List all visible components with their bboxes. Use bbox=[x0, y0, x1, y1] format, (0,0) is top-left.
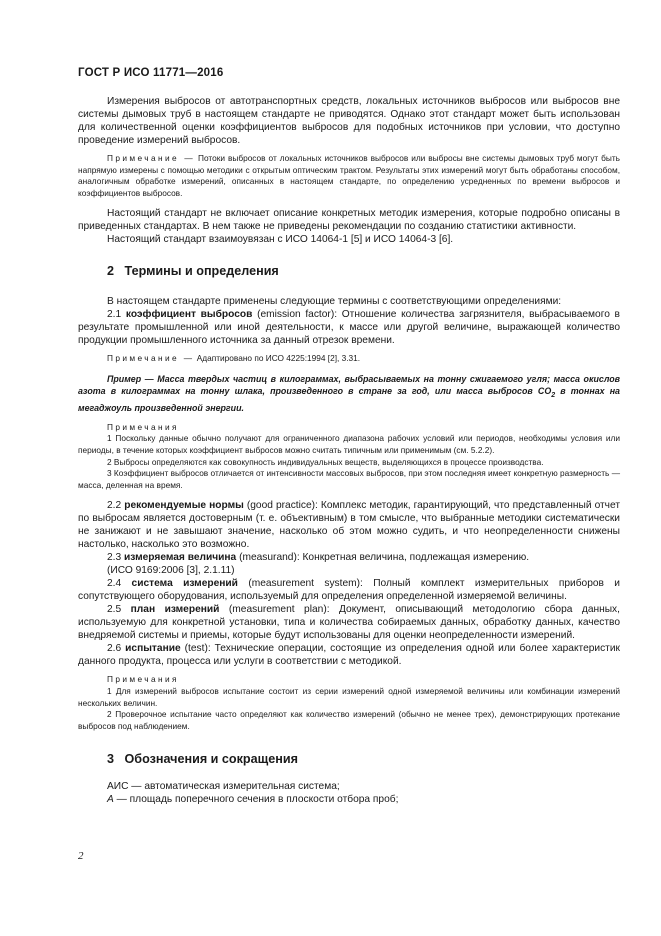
note: 1 Для измерений выбросов испытание состоит из серии измерений одной измеряемой величины или комбинации измерений нескольких величин. bbox=[78, 685, 620, 708]
notes-heading: Примечания bbox=[107, 421, 179, 432]
term-definition: 2.3 измеряемая величина (measurand): Конкретная величина, подлежащая измерению. bbox=[107, 552, 530, 564]
note: 1 Поскольку данные обычно получают для ограниченного диапазона рабочих условий или периодов, необходимы условия или периоды, в течение которых коэффициент выбросов можно считать типичным или применимым (см. 5.2.2). bbox=[78, 433, 620, 455]
term-definition: 2.4 система измерений (measurement system): Полный комплект измерительных приборов и сопутствующего оборудования, используемый для определения определенной измеряемой величины. bbox=[78, 578, 620, 603]
section-heading: 3 Обозначения и сокращения bbox=[107, 752, 298, 767]
paragraph: В настоящем стандарте применены следующие термины с соответствующими определениями: bbox=[107, 296, 562, 308]
paragraph: Настоящий стандарт взаимоувязан с ИСО 14064-1 [5] и ИСО 14064-3 [6]. bbox=[107, 234, 454, 246]
term-definition: 2.2 рекомендуемые нормы (good practice): Комплекс методик, гарантирующий, что представленный отчет по выбросам является достоверным (т. е. объективным) в том смысле, что выбранные методики систематически не занижают и не завышают значение, насколько об этом можно судить, и что неопределенности снижены настолько, насколько это возможно. bbox=[78, 500, 620, 551]
document-header: ГОСТ Р ИСО 11771—2016 bbox=[78, 67, 224, 79]
term-definition: 2.5 план измерений (measurement plan): Документ, описывающий методологию сбора данных, используемую для конкретной установки, типа и количества собираемых данных, обработку данных, качество внедряемой системы и приемы, которые будут использованы для оценки неопределенности измерений. bbox=[78, 604, 620, 642]
paragraph: Измерения выбросов от автотранспортных средств, локальных источников выбросов или выбросов вне системы дымовых труб в настоящем стандарте не приводятся. Однако этот стандарт может быть использован для количественной оценки коэффициентов выбросов для подобных источников при условии, что доступно проведение измерений выбросов. bbox=[78, 96, 620, 146]
term-definition: 2.1 коэффициент выбросов (emission factor): Отношение количества загрязнителя, выбрасываемого в результате промышленной или иной деятельности, к массе или другой величине, выражающей количество продукции промышленного источника за данный отрезок времени. bbox=[78, 309, 620, 347]
note: 2 Проверочное испытание часто определяют как количество измерений (обычно не менее трех), демонстрирующих протекание выбросов под наблюдением. bbox=[78, 709, 620, 731]
example: Пример — Масса твердых частиц в килограммах, выбрасываемых на тонну сжигаемого угля; масса окислов азота в килограммах на тонну шлака, произведенного в стране за год, или масса выбросов $CO_2$ в тоннах на мегаджоуль произведенной энергии. bbox=[78, 373, 620, 413]
note: 2 Выбросы определяются как совокупность индивидуальных веществ, выделяющихся в процессе производства. bbox=[107, 456, 544, 467]
paragraph: Настоящий стандарт не включает описание конкретных методик измерения, которые подробно описаны в приведенных стандартах. В нем также не приведены рекомендации по созданию статистики активности. bbox=[78, 208, 620, 233]
page-number: 2 bbox=[78, 850, 84, 862]
document-body bbox=[78, 93, 620, 806]
note: Примечание — Потоки выбросов от локальных источников выбросов или выбросы вне системы дымовых труб могут быть напрямую измерены с помощью методики с открытым оптическим трактом. Результаты этих измерений могут быть обработаны способом, аналогичным обработке измерений, описанных в настоящем стандарте, по определению усредненных по времени выбросов и коэффициентов выбросов. bbox=[78, 153, 620, 198]
term-definition: 2.6 испытание (test): Технические операции, состоящие из определения одной или более характеристик данного продукта, процесса или услуги в соответствии с методикой. bbox=[78, 643, 620, 668]
notes-heading: Примечания bbox=[107, 674, 179, 685]
section-heading: 2 Термины и определения bbox=[107, 264, 279, 279]
note: Примечание — Адаптировано по ИСО 4225:1994 [2], 3.31. bbox=[107, 353, 361, 364]
abbreviation: A — площадь поперечного сечения в плоскости отбора проб; bbox=[107, 794, 399, 806]
abbreviation: АИС — автоматическая измерительная система; bbox=[107, 781, 340, 793]
note: 3 Коэффициент выбросов отличается от интенсивности массовых выбросов, при этом последняя имеет конкретную размерность — масса, деленная на время. bbox=[78, 468, 620, 490]
term-source: (ИСО 9169:2006 [3], 2.1.11) bbox=[107, 565, 235, 577]
